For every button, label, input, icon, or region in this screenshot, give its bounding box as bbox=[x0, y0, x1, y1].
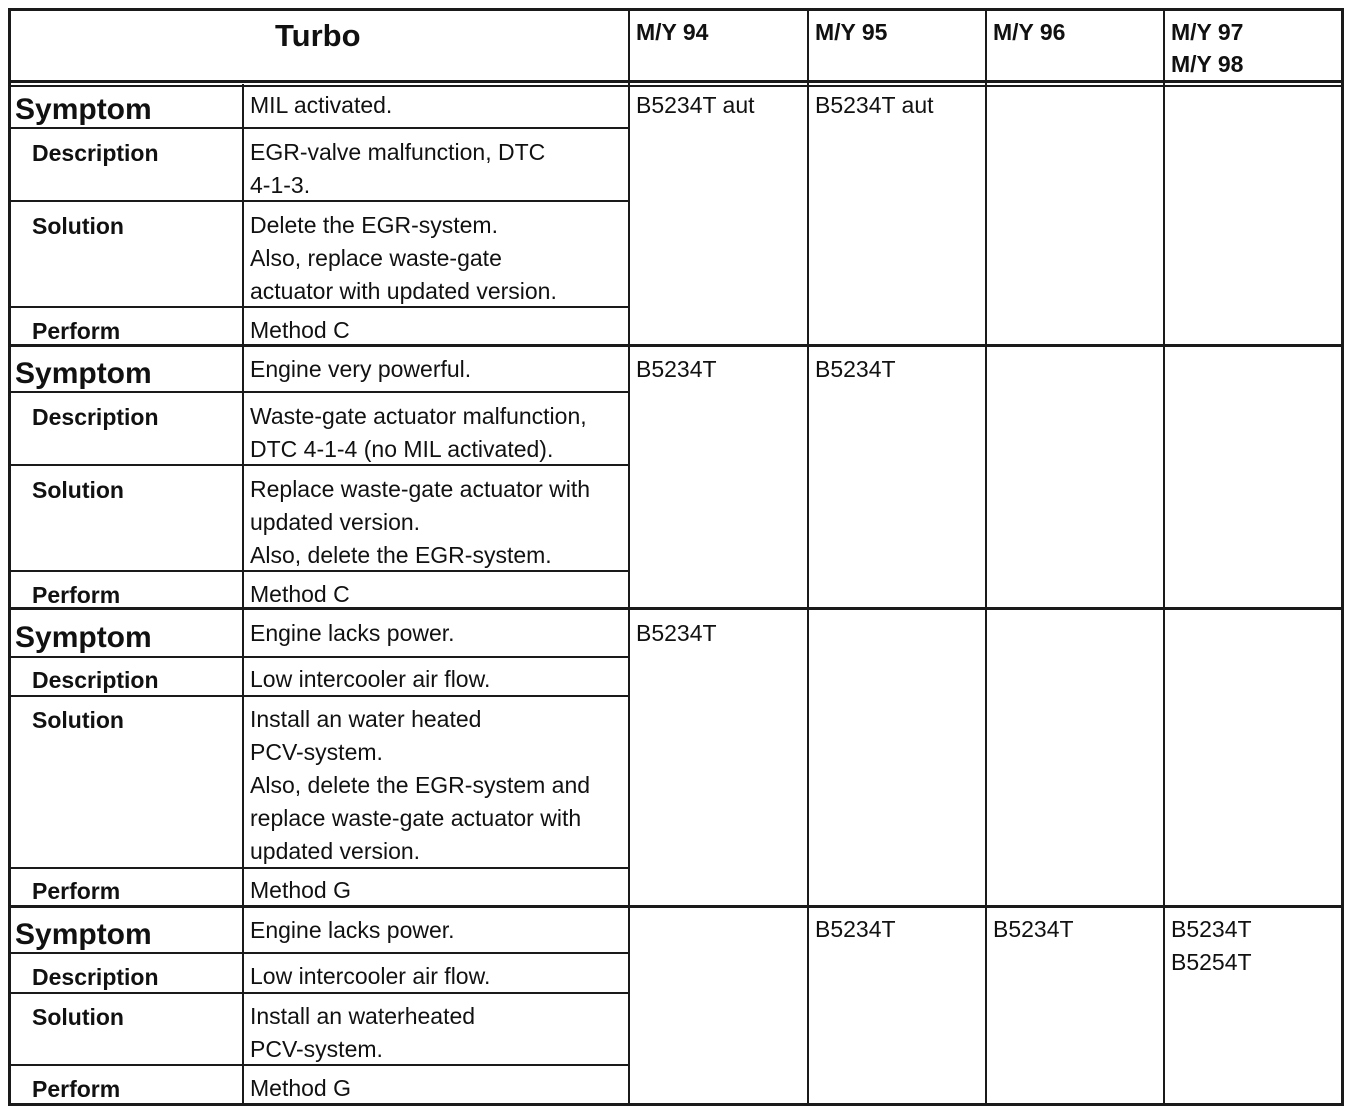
solution-label: Solution bbox=[32, 707, 124, 733]
symptom-label: Symptom bbox=[15, 621, 152, 654]
description-text: Low intercooler air flow. bbox=[250, 963, 491, 989]
service-table bbox=[8, 8, 1344, 1106]
solution-label: Solution bbox=[32, 213, 124, 239]
symptom-label: Symptom bbox=[15, 93, 152, 126]
year-header-95: M/Y 95 bbox=[815, 19, 888, 45]
solution-text: Install an waterheated PCV-system. bbox=[250, 1003, 476, 1062]
perform-label: Perform bbox=[32, 878, 121, 904]
engine-my94: B5234T bbox=[636, 356, 717, 382]
engine-my94: B5234T aut bbox=[636, 92, 755, 118]
symptom-text: Engine lacks power. bbox=[250, 620, 455, 646]
engine-my95: B5234T bbox=[815, 356, 896, 382]
description-label: Description bbox=[32, 964, 159, 990]
col-divider-my97 bbox=[1163, 8, 1165, 1106]
year-header-94: M/Y 94 bbox=[636, 19, 709, 45]
perform-label: Perform bbox=[32, 1076, 121, 1102]
perform-text: Method C bbox=[250, 581, 350, 607]
description-text: EGR-valve malfunction, DTC 4-1-3. bbox=[250, 139, 546, 198]
solution-label: Solution bbox=[32, 1004, 124, 1030]
engine-my97-98: B5234T B5254T bbox=[1171, 916, 1252, 975]
group-divider-2 bbox=[8, 607, 1344, 610]
header-divider-2 bbox=[8, 85, 1344, 87]
description-label: Description bbox=[32, 667, 159, 693]
solution-text: Replace waste-gate actuator with updated version. Also, delete the EGR-system. bbox=[250, 476, 591, 568]
year-header-97-98: M/Y 97 M/Y 98 bbox=[1171, 19, 1244, 77]
description-label: Description bbox=[32, 140, 159, 166]
perform-text: Method G bbox=[250, 877, 351, 903]
perform-text: Method G bbox=[250, 1075, 351, 1101]
engine-my94: B5234T bbox=[636, 620, 717, 646]
perform-text: Method C bbox=[250, 317, 350, 343]
solution-label: Solution bbox=[32, 477, 124, 503]
description-text: Low intercooler air flow. bbox=[250, 666, 491, 692]
symptom-label: Symptom bbox=[15, 918, 152, 951]
group-divider-3 bbox=[8, 905, 1344, 908]
symptom-text: MIL activated. bbox=[250, 92, 393, 118]
group-divider-1 bbox=[8, 344, 1344, 347]
col-divider-turbo bbox=[628, 8, 630, 1106]
solution-text: Install an water heated PCV-system. Also, delete the EGR-system and replace waste-gate actuator with updated version. bbox=[250, 706, 591, 864]
year-header-96: M/Y 96 bbox=[993, 19, 1066, 45]
symptom-text: Engine lacks power. bbox=[250, 917, 455, 943]
description-label: Description bbox=[32, 404, 159, 430]
symptom-text: Engine very powerful. bbox=[250, 356, 472, 382]
engine-my95: B5234T bbox=[815, 916, 896, 942]
table-title: Turbo bbox=[275, 18, 361, 53]
perform-label: Perform bbox=[32, 582, 121, 608]
engine-my96: B5234T bbox=[993, 916, 1074, 942]
solution-text: Delete the EGR-system. Also, replace waste-gate actuator with updated version. bbox=[250, 212, 557, 304]
row-divider bbox=[8, 656, 630, 658]
perform-label: Perform bbox=[32, 318, 121, 344]
engine-my95: B5234T aut bbox=[815, 92, 934, 118]
symptom-label: Symptom bbox=[15, 357, 152, 390]
header-divider bbox=[8, 80, 1344, 83]
col-divider-my95 bbox=[807, 8, 809, 1106]
description-text: Waste-gate actuator malfunction, DTC 4-1-4 (no MIL activated). bbox=[250, 403, 587, 462]
col-divider-my96 bbox=[985, 8, 987, 1106]
